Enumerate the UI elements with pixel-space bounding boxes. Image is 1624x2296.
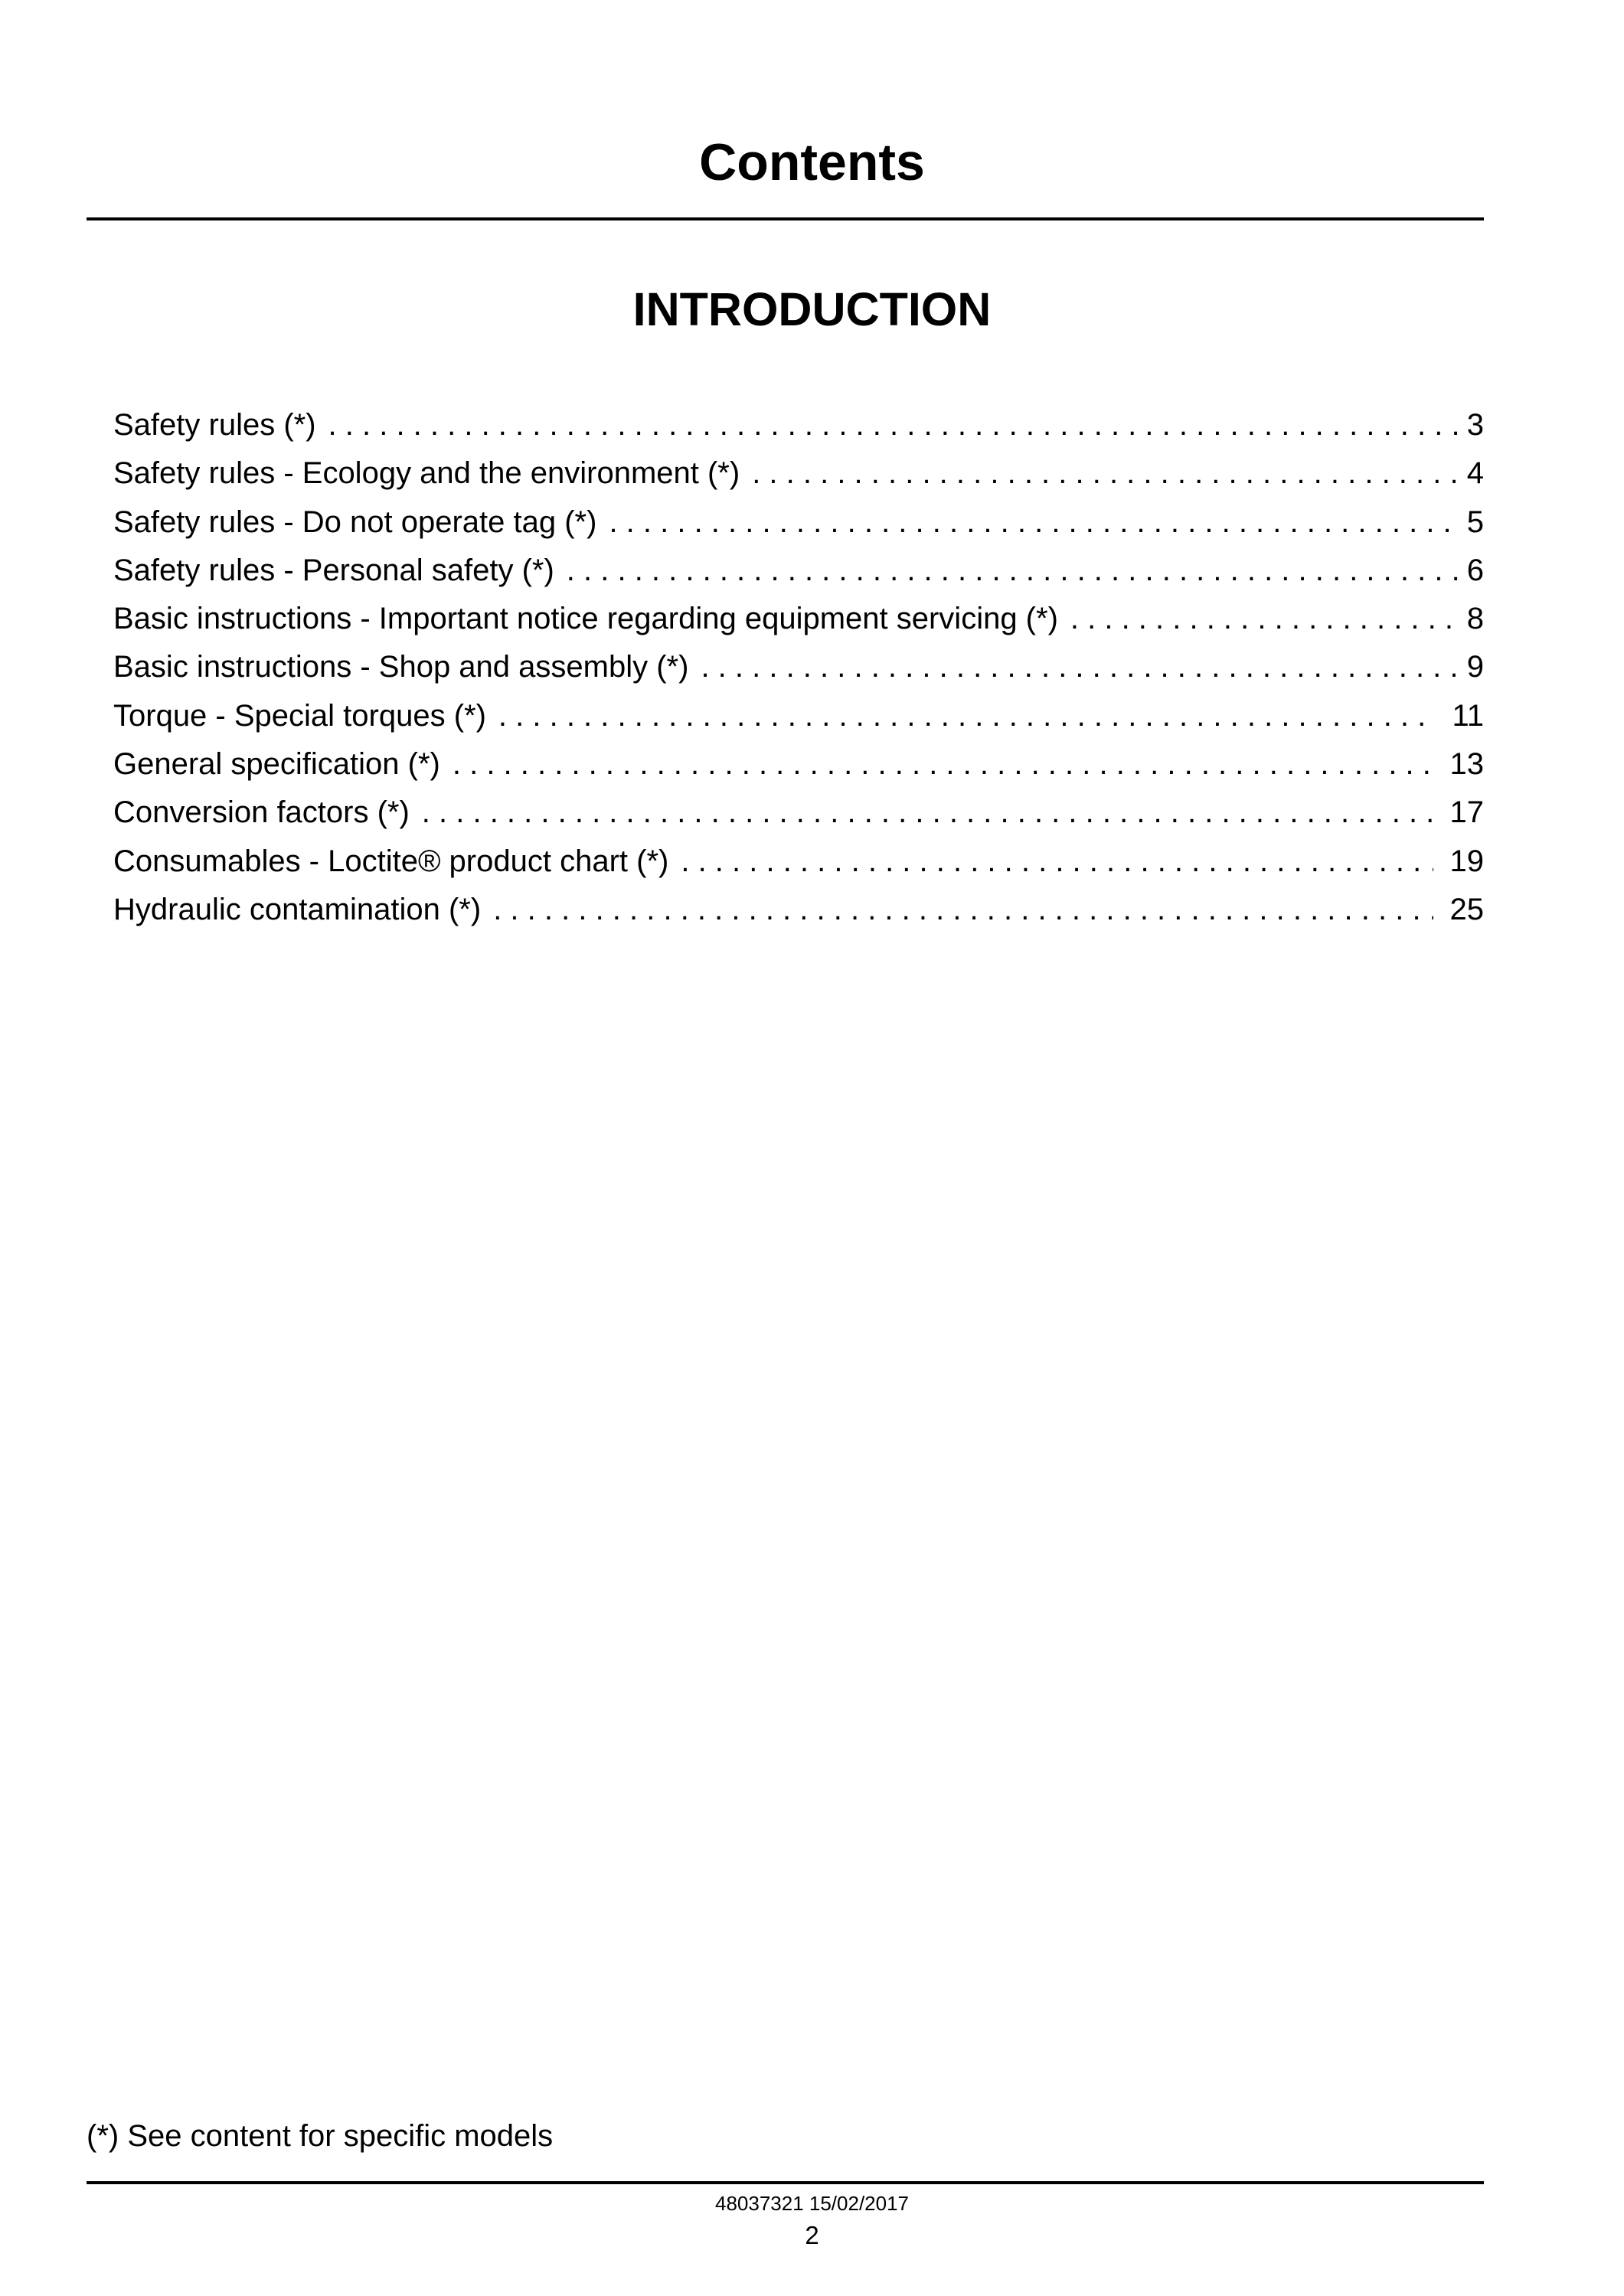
toc-entry-special-torques[interactable] — [113, 692, 1484, 740]
toc-entry-equipment-servicing[interactable] — [113, 595, 1484, 643]
document-id: 48037321 15/02/2017 — [714, 2192, 910, 2215]
toc-entry-label: General specification (*) — [113, 747, 440, 782]
toc-entry-page: 13 — [1449, 747, 1484, 782]
toc-entry-label: Safety rules (*) — [113, 408, 316, 442]
toc-entry-page: 9 — [1466, 650, 1484, 684]
page-title: Contents — [699, 133, 925, 191]
toc-dot-leader — [752, 449, 1459, 498]
toc-entry-personal-safety[interactable] — [113, 547, 1484, 595]
section-title: INTRODUCTION — [632, 283, 992, 335]
toc-entry-label: Hydraulic contamination (*) — [113, 892, 482, 926]
table-of-contents — [113, 401, 1484, 934]
toc-entry-do-not-operate-tag[interactable] — [113, 498, 1484, 547]
toc-entry-shop-and-assembly[interactable] — [113, 643, 1484, 691]
toc-entry-page: 4 — [1466, 456, 1484, 491]
toc-entry-label: Safety rules - Do not operate tag (*) — [113, 505, 597, 539]
toc-entry-safety-rules[interactable] — [113, 401, 1484, 449]
toc-entry-label: Consumables - Loctite® product chart (*) — [113, 844, 669, 878]
toc-entry-label: Safety rules - Ecology and the environment (*) — [113, 456, 740, 491]
toc-entry-ecology-environment[interactable] — [113, 449, 1484, 498]
toc-dot-leader — [422, 789, 1433, 837]
toc-entry-label: Safety rules - Personal safety (*) — [113, 553, 554, 587]
toc-dot-leader — [701, 643, 1459, 691]
toc-entry-page: 25 — [1449, 892, 1484, 926]
footer-divider — [87, 2181, 1484, 2184]
toc-entry-hydraulic-contamination[interactable] — [113, 886, 1484, 934]
footnote: (*) See content for specific models — [87, 2119, 554, 2153]
toc-dot-leader — [498, 692, 1436, 740]
toc-entry-loctite-product-chart[interactable] — [113, 838, 1484, 886]
toc-entry-page: 8 — [1466, 602, 1484, 636]
toc-dot-leader — [493, 886, 1433, 934]
toc-dot-leader — [1070, 595, 1459, 643]
page-number: 2 — [805, 2221, 819, 2249]
toc-dot-leader — [567, 547, 1459, 595]
toc-entry-label: Torque - Special torques (*) — [113, 698, 486, 733]
toc-entry-label: Conversion factors (*) — [113, 795, 410, 830]
toc-dot-leader — [328, 401, 1459, 449]
toc-dot-leader — [453, 740, 1433, 789]
toc-entry-label: Basic instructions - Shop and assembly (*) — [113, 650, 689, 684]
toc-entry-page: 5 — [1466, 505, 1484, 539]
toc-dot-leader — [681, 838, 1433, 886]
toc-entry-conversion-factors[interactable] — [113, 789, 1484, 837]
toc-dot-leader — [609, 498, 1459, 547]
toc-entry-page: 6 — [1466, 553, 1484, 587]
toc-entry-page: 17 — [1449, 795, 1484, 830]
toc-entry-page: 19 — [1449, 844, 1484, 878]
toc-entry-label: Basic instructions - Important notice regarding equipment servicing (*) — [113, 602, 1058, 636]
toc-entry-page: 11 — [1452, 698, 1484, 733]
header-divider — [87, 217, 1484, 220]
toc-entry-page: 3 — [1466, 408, 1484, 442]
toc-entry-general-specification[interactable] — [113, 740, 1484, 789]
